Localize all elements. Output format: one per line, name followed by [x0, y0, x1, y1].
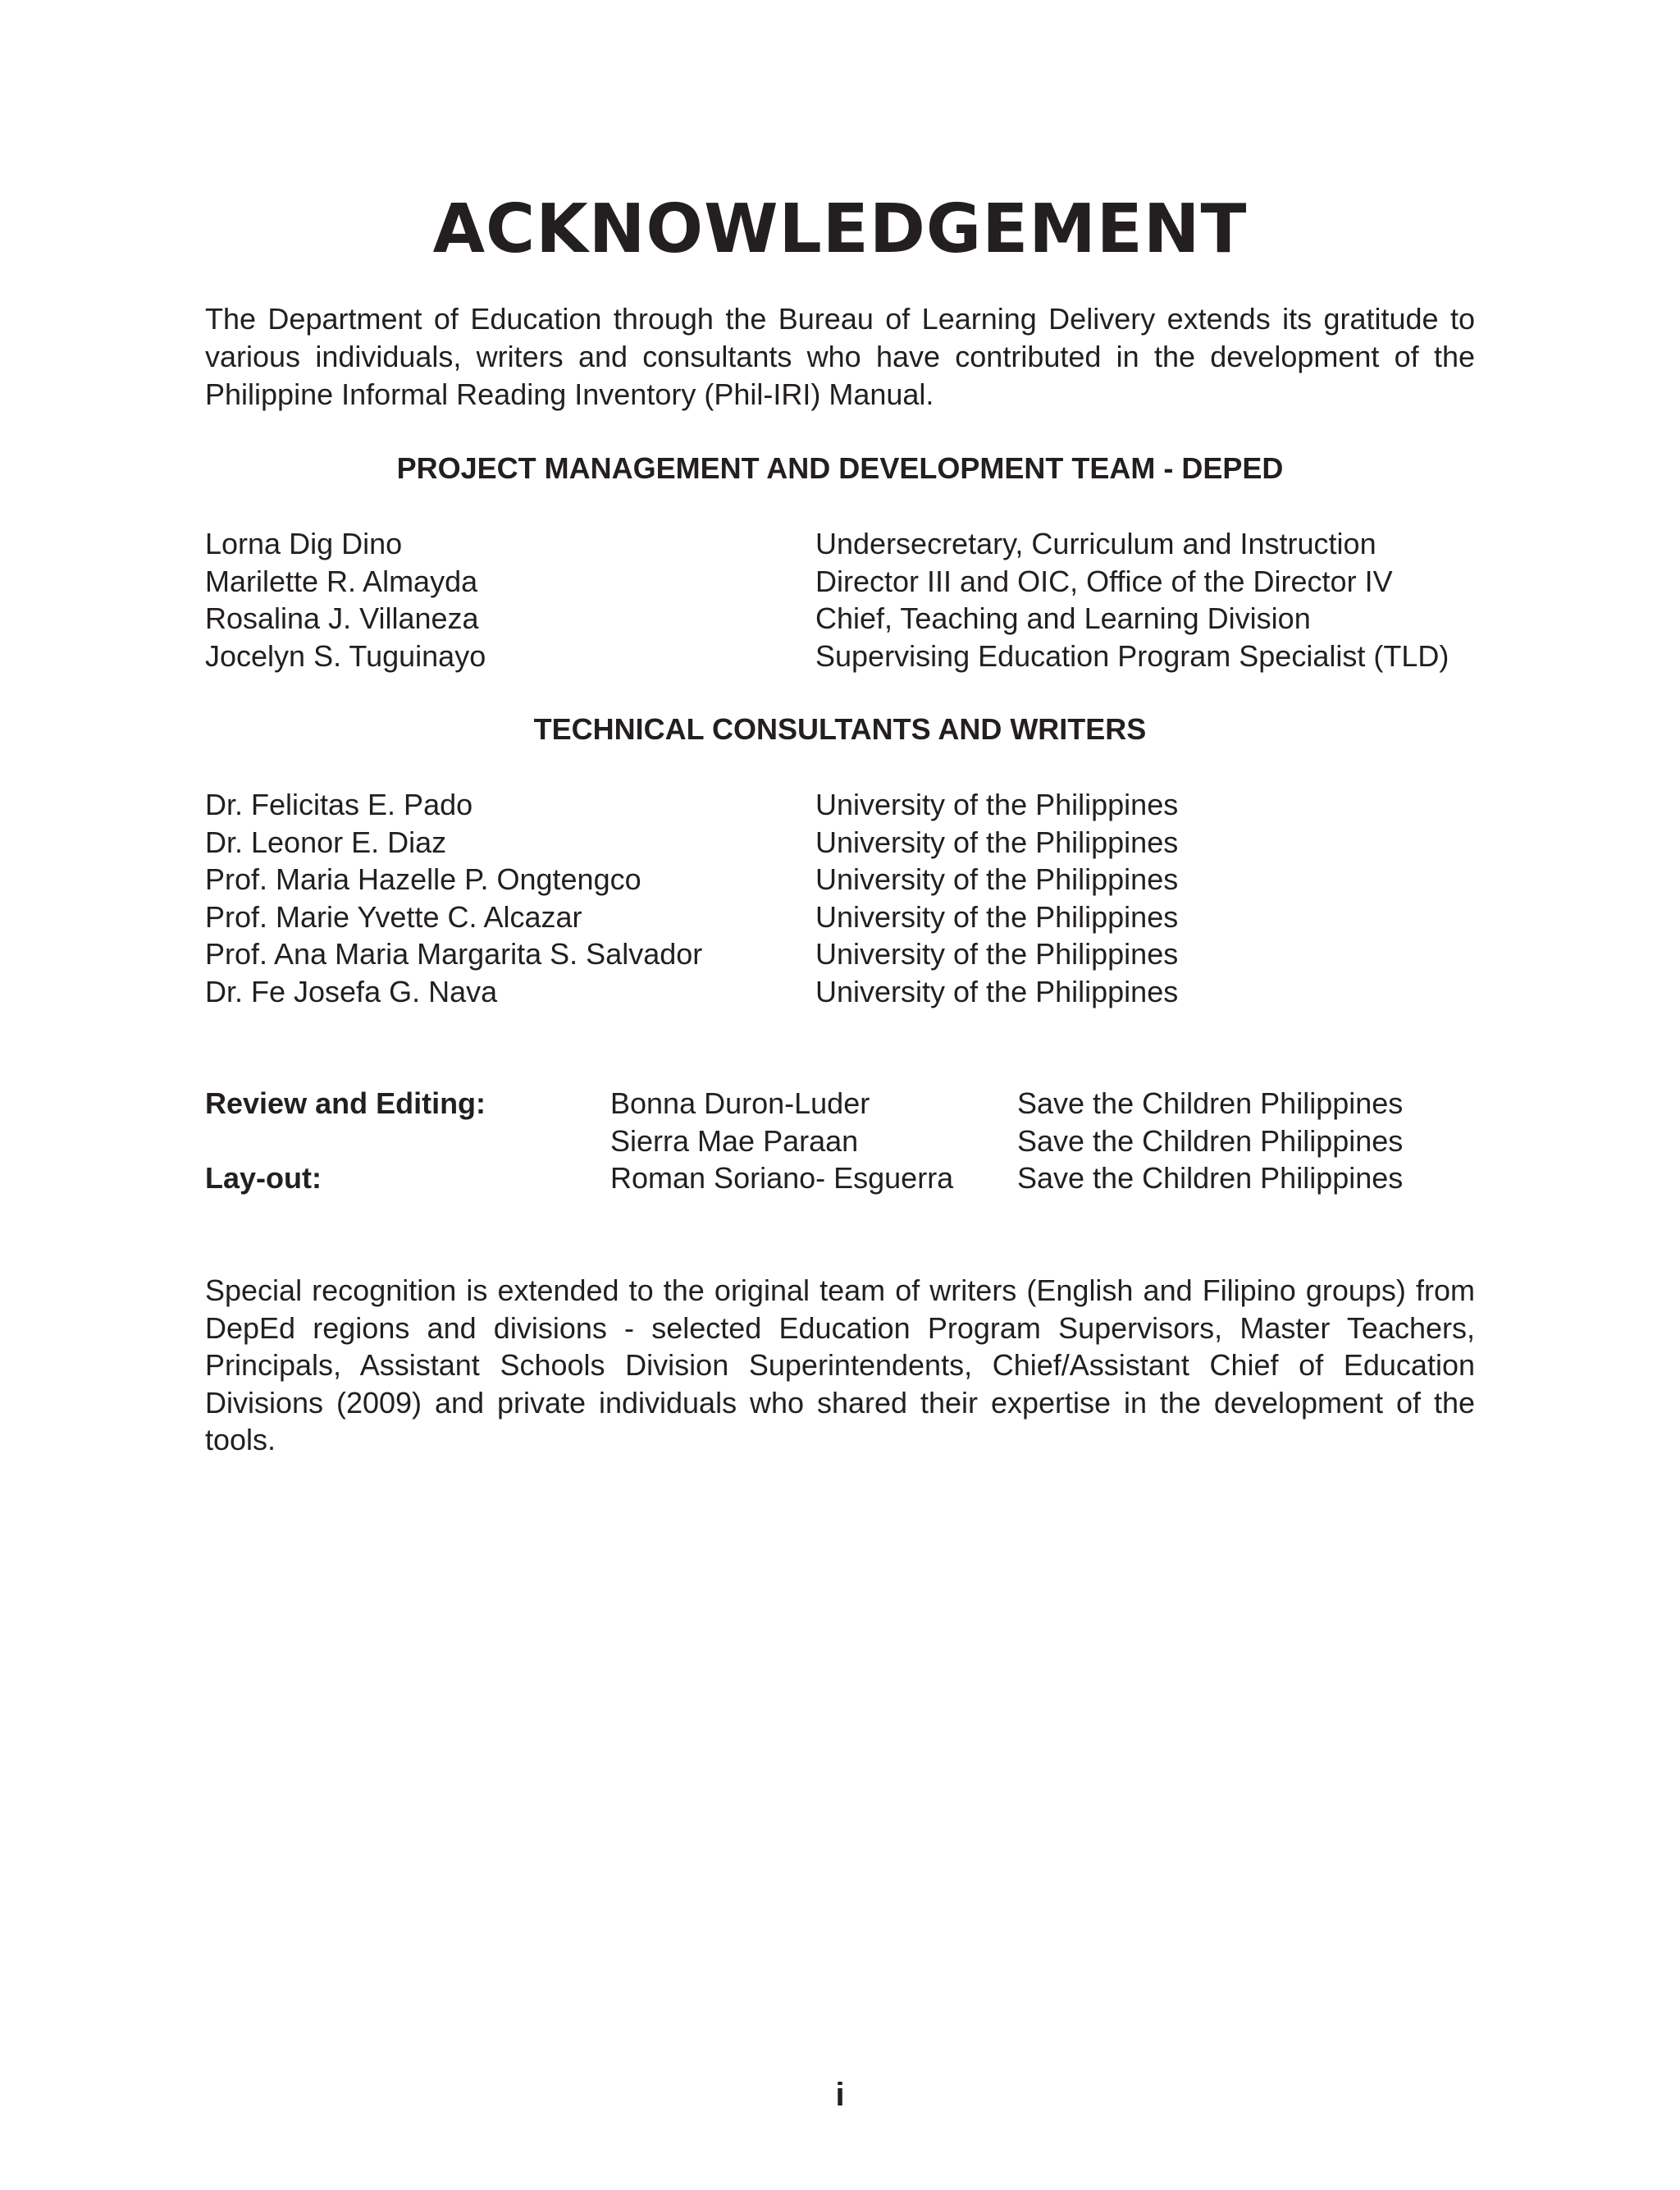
member-name: Dr. Felicitas E. Pado: [205, 788, 473, 821]
member-name: Dr. Leonor E. Diaz: [205, 825, 447, 859]
credit-person: Roman Soriano- Esguerra: [610, 1161, 954, 1196]
document-page: [205, 0, 1475, 2190]
member-affiliation: University of the Philippines: [815, 862, 1179, 897]
credit-organization: Save the Children Philippines: [1017, 1123, 1404, 1158]
page-title: ACKNOWLEDGEMENT: [432, 190, 1248, 268]
list-item: [205, 898, 1475, 936]
list-item: [205, 973, 1475, 1011]
technical-team-list: [205, 786, 1475, 1011]
list-item: [205, 563, 1475, 601]
member-role: Supervising Education Program Specialist (TLD): [815, 638, 1449, 673]
list-item: [205, 786, 1475, 824]
list-item: [205, 935, 1475, 973]
credit-row: [205, 1159, 1475, 1197]
credit-organization: Save the Children Philippines: [1017, 1086, 1404, 1120]
project-team-heading: PROJECT MANAGEMENT AND DEVELOPMENT TEAM - DEPED: [396, 451, 1284, 485]
list-item: [205, 638, 1475, 675]
credit-row: [205, 1085, 1475, 1122]
list-item: [205, 861, 1475, 898]
project-team-list: [205, 525, 1475, 674]
credit-label: Lay-out:: [205, 1161, 322, 1196]
list-item: [205, 525, 1475, 563]
intro-paragraph: The Department of Education through the Bureau of Learning Delivery extends its gratitude to various individuals, writers and consultants who have contributed in the development of the Philippine Informal Reading Inventory (Phil-IRI) Manual.: [205, 302, 1475, 411]
page-number: i: [835, 2077, 845, 2113]
member-name: Dr. Fe Josefa G. Nava: [205, 974, 498, 1008]
member-name: Lorna Dig Dino: [205, 527, 403, 560]
credit-label: Review and Editing:: [205, 1086, 486, 1120]
member-affiliation: University of the Philippines: [815, 974, 1179, 1008]
member-role: Director III and OIC, Office of the Director IV: [815, 564, 1393, 598]
credit-row: [205, 1122, 1475, 1160]
list-item: [205, 600, 1475, 638]
member-name: Prof. Maria Hazelle P. Ongtengco: [205, 862, 641, 897]
member-affiliation: University of the Philippines: [815, 825, 1179, 859]
member-name: Jocelyn S. Tuguinayo: [205, 638, 486, 673]
member-affiliation: University of the Philippines: [815, 899, 1179, 934]
list-item: [205, 824, 1475, 862]
member-name: Marilette R. Almayda: [205, 564, 478, 598]
member-name: Rosalina J. Villaneza: [205, 601, 479, 636]
credit-person: Bonna Duron-Luder: [610, 1086, 870, 1120]
special-recognition-paragraph: Special recognition is extended to the original team of writers (English and Filipino groups) from DepEd regions and divisions - selected Education Program Supervisors, Master Teachers, Principals, Assistant Schools Division Superintendents, Chief/Assistant Chief of Education Divisions (2009) and private individuals who shared their expertise in the development of the tools.: [205, 1273, 1475, 1456]
credit-label: [205, 1122, 610, 1160]
member-role: Chief, Teaching and Learning Division: [815, 601, 1311, 636]
technical-team-heading: TECHNICAL CONSULTANTS AND WRITERS: [533, 712, 1147, 746]
member-role: Undersecretary, Curriculum and Instruction: [815, 527, 1376, 560]
member-name: Prof. Ana Maria Margarita S. Salvador: [205, 937, 703, 972]
credits-list: [205, 1085, 1475, 1197]
credit-organization: Save the Children Philippines: [1017, 1161, 1404, 1196]
credit-person: Sierra Mae Paraan: [610, 1123, 859, 1158]
member-affiliation: University of the Philippines: [815, 788, 1179, 821]
member-affiliation: University of the Philippines: [815, 937, 1179, 972]
member-name: Prof. Marie Yvette C. Alcazar: [205, 899, 582, 934]
